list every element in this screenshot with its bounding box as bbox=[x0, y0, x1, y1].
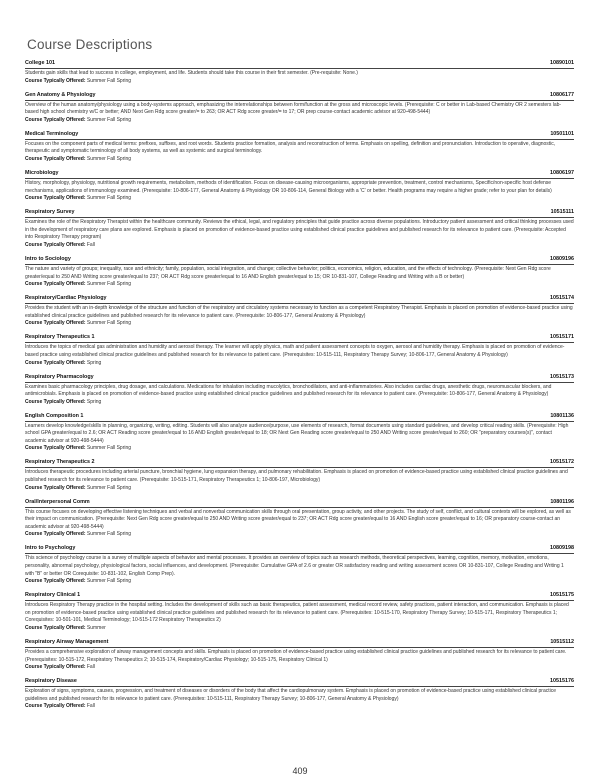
course-offered-value: Summer Fall Spring bbox=[86, 320, 132, 327]
course-offered bbox=[25, 117, 574, 124]
course-offered bbox=[25, 399, 574, 406]
course-header bbox=[25, 413, 574, 422]
course-header bbox=[25, 592, 574, 601]
course-name: Intro to Psychology bbox=[25, 545, 76, 552]
course-offered-label: Course Typically Offered: bbox=[25, 398, 86, 405]
course-name: Respiratory Clinical 1 bbox=[25, 592, 81, 599]
course-entry bbox=[25, 545, 574, 585]
course-offered-label: Course Typically Offered: bbox=[25, 195, 86, 202]
course-code: 10809198 bbox=[550, 545, 574, 552]
course-description: History, morphology, physiology, nutritional growth requirements, metabolism, methods of identification. Focus on disease-causing microorganisms, appropriate prevention, treatment, control mechanisms, Specific/non-specific host defense mechanisms, applications of immunology examined. (Prerequisite: 10-806-177, General Anatomy & Physiology OR 10-806-114, General Biology with a 'C' or better. Health programs may require a higher grade; refer to your plan for details) bbox=[25, 179, 552, 194]
course-description: Learners develop knowledge/skills in planning, organizing, writing, editing. Students will also analyze audience/purpose, use elements of research, format documents using standard guidelines, and develop critical reading skills. (Prerequisite: High school GPA greater/equal to 2.6; OR ACT Reading score greater/equal to 16 AND English greater/equal to 18; OR Next Gen Reading score greater/equal to 250 AND Writing score greater/equal to 260; OR "preparatory courses(s)", contact academic advisor at 920-498-5444) bbox=[25, 422, 569, 444]
course-offered bbox=[25, 78, 574, 85]
course-header bbox=[25, 209, 574, 218]
course-entry bbox=[25, 678, 574, 710]
course-name: Respiratory Pharmacology bbox=[25, 373, 94, 380]
course-entry bbox=[25, 459, 574, 491]
course-offered bbox=[25, 485, 574, 492]
course-name: Medical Terminology bbox=[25, 130, 79, 137]
course-description: Examines basic pharmacology principles, drug dosage, and calculations. Medications for inhalation including mucolytics, bronchodilators, and anti-inflammatories. Also includes cardiac drugs, anesthetic drugs, neuromuscular blockers, and antimicrobials. Emphasis is placed on promotion of evidence-based practice using established clinical practice guidelines and published research for its relevance to patient care. (Prerequisite: 10-806-177, General Anatomy & Physiology) bbox=[25, 383, 552, 398]
course-header bbox=[25, 295, 574, 304]
course-name: Intro to Sociology bbox=[25, 255, 71, 262]
course-offered-value: Summer Fall Spring bbox=[86, 195, 132, 202]
course-offered bbox=[25, 281, 574, 288]
course-offered bbox=[25, 445, 574, 452]
course-header bbox=[25, 256, 574, 265]
course-code: 10801196 bbox=[550, 498, 574, 505]
course-name: Respiratory Airway Management bbox=[25, 639, 109, 645]
course-offered-value: Summer Fall Spring bbox=[86, 116, 132, 123]
course-offered-label: Course Typically Offered: bbox=[25, 531, 86, 538]
course-offered-label: Course Typically Offered: bbox=[25, 703, 86, 710]
course-header bbox=[25, 678, 574, 687]
course-entry bbox=[25, 131, 574, 163]
course-entry bbox=[25, 499, 574, 539]
course-offered-label: Course Typically Offered: bbox=[25, 445, 86, 452]
course-description: Provides the student with an in-depth knowledge of the structure and function of the respiratory and circulatory systems necessary to function as a competent Respiratory Therapist. Emphasis is placed on promotion of evidence-based practice using established clinical practice guidelines and published research for its relevance to patient care. (Prerequisite: 10-806-177, General Anatomy & Physiology) bbox=[25, 305, 573, 319]
course-offered-value: Summer Fall Spring bbox=[86, 578, 132, 585]
course-offered bbox=[25, 664, 574, 671]
course-offered-label: Course Typically Offered: bbox=[25, 77, 86, 84]
course-offered-label: Course Typically Offered: bbox=[25, 116, 86, 123]
course-offered-value: Fall bbox=[86, 241, 95, 248]
course-header bbox=[25, 545, 574, 554]
course-name: Respiratory Survey bbox=[25, 209, 75, 216]
page-title: Course Descriptions bbox=[27, 37, 153, 52]
course-code: 10515112 bbox=[550, 639, 574, 645]
course-offered-value: Fall bbox=[86, 703, 95, 710]
course-code: 10501101 bbox=[550, 130, 574, 137]
course-code: 10515175 bbox=[550, 592, 574, 599]
course-header bbox=[25, 499, 574, 508]
page-number: 409 bbox=[292, 766, 308, 776]
course-header bbox=[25, 374, 574, 383]
course-offered-label: Course Typically Offered: bbox=[25, 484, 86, 491]
course-entry bbox=[25, 334, 574, 366]
course-code: 10801136 bbox=[550, 412, 574, 419]
course-entry bbox=[25, 92, 574, 124]
course-header bbox=[25, 131, 574, 140]
course-name: Respiratory/Cardiac Physiology bbox=[25, 295, 107, 302]
course-description: Students gain skills that lead to success in college, employment, and life. Students should take this course in their first semester. (Pre-requisite: None.) bbox=[25, 70, 358, 76]
course-offered-label: Course Typically Offered: bbox=[25, 241, 86, 248]
course-offered bbox=[25, 242, 574, 249]
course-offered-label: Course Typically Offered: bbox=[25, 155, 86, 162]
course-offered-label: Course Typically Offered: bbox=[25, 664, 86, 671]
course-offered-value: Summer Fall Spring bbox=[86, 445, 132, 452]
course-offered-value: Summer Fall Spring bbox=[86, 484, 132, 491]
course-name: Respiratory Therapeutics 1 bbox=[25, 334, 95, 341]
course-code: 10806197 bbox=[550, 169, 574, 176]
course-offered bbox=[25, 578, 574, 585]
course-description: Examines the role of the Respiratory Therapist within the healthcare community. Reviews the ethical, legal, and regulatory principles that guide practice across diverse populations. Introductory patient assessment and critical thinking processes used in the development of respiratory care plans are explored. Emphasis is placed on promotion of evidence-based practice using established clinical practice guidelines and published research for its relevance to patient care. (Prerequisite: Accepted into Respiratory Therapy program) bbox=[25, 219, 574, 241]
course-offered bbox=[25, 195, 574, 202]
course-header bbox=[25, 459, 574, 468]
course-offered-label: Course Typically Offered: bbox=[25, 320, 86, 327]
course-code: 10515111 bbox=[550, 209, 574, 216]
course-description: The nature and variety of groups; inequality, race and ethnicity; family, population, social integration, and change; collective behavior; politics, economics, religion, education, and the effects of technology. (Prerequisite: Next Gen Rdg score greater/equal to 250 AND Writing score greater/equal to 237; OR ACT Rdg score greater/equal to 16 AND English greater/equal to 15; OR 10-831-107, College Reading and Writing with a B or better) bbox=[25, 265, 551, 280]
course-name: English Composition 1 bbox=[25, 412, 84, 419]
course-offered-value: Fall bbox=[86, 664, 95, 671]
course-offered-label: Course Typically Offered: bbox=[25, 578, 86, 585]
course-offered bbox=[25, 625, 574, 632]
course-offered-value: Summer Fall Spring bbox=[86, 531, 132, 538]
course-header bbox=[25, 92, 574, 101]
course-description: Introduces the topics of medical gas administration and humidity and aerosol therapy. The learner will apply physics, math and patient assessment concepts to oxygen, aerosol and humidity therapy. Emphasis is placed on promotion of evidence-based practice using established clinical practice guidelines and published research for its relevance to patient care. (Prerequisites: 10-515-111, Respiratory Therapy Survey; 10-806-177, General Anatomy & Physiology) bbox=[25, 344, 565, 358]
course-code: 10515171 bbox=[550, 334, 574, 341]
course-entry bbox=[25, 209, 574, 249]
course-code: 10890101 bbox=[550, 60, 574, 66]
course-offered bbox=[25, 531, 574, 538]
course-description: Overview of the human anatomy/physiology using a body-systems approach, emphasizing the interrelationships between form/function at the gross and microscopic levels. (Prerequisite: C or better in Lab-based Chemistry OR 2 semesters lab-based high school chemistry w/C or better; AND Next Gen Rdg score greater/= to 263; OR ACT Rdg score greater/= to 17; OR prep course-contact academic advisor at 920-498-5444) bbox=[25, 101, 562, 116]
course-entry bbox=[25, 374, 574, 406]
course-name: College 101 bbox=[25, 60, 55, 66]
course-header bbox=[25, 639, 574, 648]
course-code: 10515176 bbox=[550, 678, 574, 685]
course-entry bbox=[25, 639, 574, 671]
course-description: Exploration of signs, symptoms, causes, progression, and treatment of diseases or disorders of the body that affect the cardiopulmonary system. Emphasis is placed on promotion of evidence-based practice using established clinical practice guidelines and published research for its relevance to patient care. (Prerequisites: 10-515-111, Respiratory Therapy Survey; 10-806-177, General Anatomy & Physiology) bbox=[25, 688, 557, 702]
course-offered-label: Course Typically Offered: bbox=[25, 625, 86, 631]
course-offered-label: Course Typically Offered: bbox=[25, 281, 86, 288]
course-offered-value: Summer Fall Spring bbox=[86, 155, 132, 162]
course-description: Introduces Respiratory Therapy practice in the hospital setting. Includes the development of skills such as basic therapeutics, patient assessment, medical record review, safety practices, patient interaction, and communication. Emphasis is placed on promotion of evidence-based practice using established clinical practice guidelines and published research for its relevance to patient care. (Prerequisites: 10-515-170, Respiratory Therapy Survey; 10-515-171, Respiratory Therapeutics 1; Corequisites: 10-501-101, Medical Terminology; 10-515-172 Respiratory Therapeutics 2) bbox=[25, 602, 569, 624]
course-entry bbox=[25, 413, 574, 453]
course-name: Oral/Interpersonal Comm bbox=[25, 498, 90, 505]
course-header bbox=[25, 334, 574, 343]
course-offered-label: Course Typically Offered: bbox=[25, 359, 86, 366]
course-entry bbox=[25, 295, 574, 327]
course-offered-value: Summer bbox=[86, 625, 106, 631]
course-offered bbox=[25, 360, 574, 367]
course-code: 10809196 bbox=[550, 255, 574, 262]
course-code: 10515172 bbox=[550, 459, 574, 466]
course-description: Provides a comprehensive exploration of airway management concepts and skills. Emphasis is placed on promotion of evidence-based practice using established clinical practice guidelines and published research for its relevance to patient care. (Prerequisites: 10-515-172, Respiratory Therapeutics 2; 10-515-174, Respiratory/Cardiac Physiology; 10-515-175, Respiratory Clinical 1) bbox=[25, 649, 567, 663]
course-offered-value: Summer Fall Spring bbox=[86, 281, 132, 288]
course-header bbox=[25, 60, 574, 69]
course-description: Focuses on the component parts of medical terms: prefixes, suffixes, and root words. Students practice formation, analysis and reconstruction of terms. Emphasis on spelling, definition and pronunciation. Introduction to operative, diagnostic, therapeutic and symptomatic terminology of all body systems, as well as systemic and surgical terminology. bbox=[25, 140, 556, 155]
course-description: This science of psychology course is a survey of multiple aspects of behavior and mental processes. It provides an overview of topics such as research methods, theoretical perspectives, learning, cognition, memory, motivation, emotions, personality, abnormal psychology, physiological factors, social influences, and development. (Prerequisite: Cumulative GPA of 2.6 or greater OR satisfactory reading and writing assessment scores OR 10-831-107, College Reading and Writing 1 with "B" or better OR Corequisite: 10-831-102, English Comp Prep). bbox=[25, 555, 564, 577]
course-offered-value: Summer Fall Spring bbox=[86, 77, 132, 84]
course-offered-value: Spring bbox=[86, 359, 102, 366]
course-name: Respiratory Therapeutics 2 bbox=[25, 459, 95, 466]
course-code: 10515174 bbox=[550, 295, 574, 302]
course-name: Gen Anatomy & Physiology bbox=[25, 91, 96, 98]
course-description: This course focuses on developing effective listening techniques and verbal and nonverbal communication skills through oral presentation, group activity, and other projects. The study of self, conflict, and cultural contexts will be explored, as well as their impact on communication. (Prerequisite: Next Gen Rdg score greater/equal to 250 AND Writing score greater/equal to 237; OR ACT Rdg score greater/equal to 16 AND English score greater/equal to 16; OR preparatory course-contact an academic advisor at 920-498-5444) bbox=[25, 508, 571, 530]
course-offered-value: Spring bbox=[86, 398, 102, 405]
course-description: Introduces therapeutic procedures including arterial puncture, bronchial hygiene, lung expansion therapy, and pulmonary rehabilitation. Emphasis is placed on promotion of evidence-based practice using established clinical practice guidelines and published research for its relevance to patient care. (Prerequisite: 10-515-171, Respiratory Therapeutics 1; 10-806-197, Microbiology) bbox=[25, 469, 568, 484]
course-entry bbox=[25, 60, 574, 85]
course-offered bbox=[25, 156, 574, 163]
course-code: 10515173 bbox=[550, 373, 574, 380]
course-code: 10806177 bbox=[550, 91, 574, 98]
course-offered bbox=[25, 320, 574, 327]
course-entry bbox=[25, 592, 574, 632]
course-list bbox=[25, 60, 574, 717]
course-name: Respiratory Disease bbox=[25, 678, 77, 685]
course-entry bbox=[25, 170, 574, 202]
course-name: Microbiology bbox=[25, 169, 59, 176]
course-header bbox=[25, 170, 574, 179]
course-entry bbox=[25, 256, 574, 288]
course-offered bbox=[25, 703, 574, 710]
